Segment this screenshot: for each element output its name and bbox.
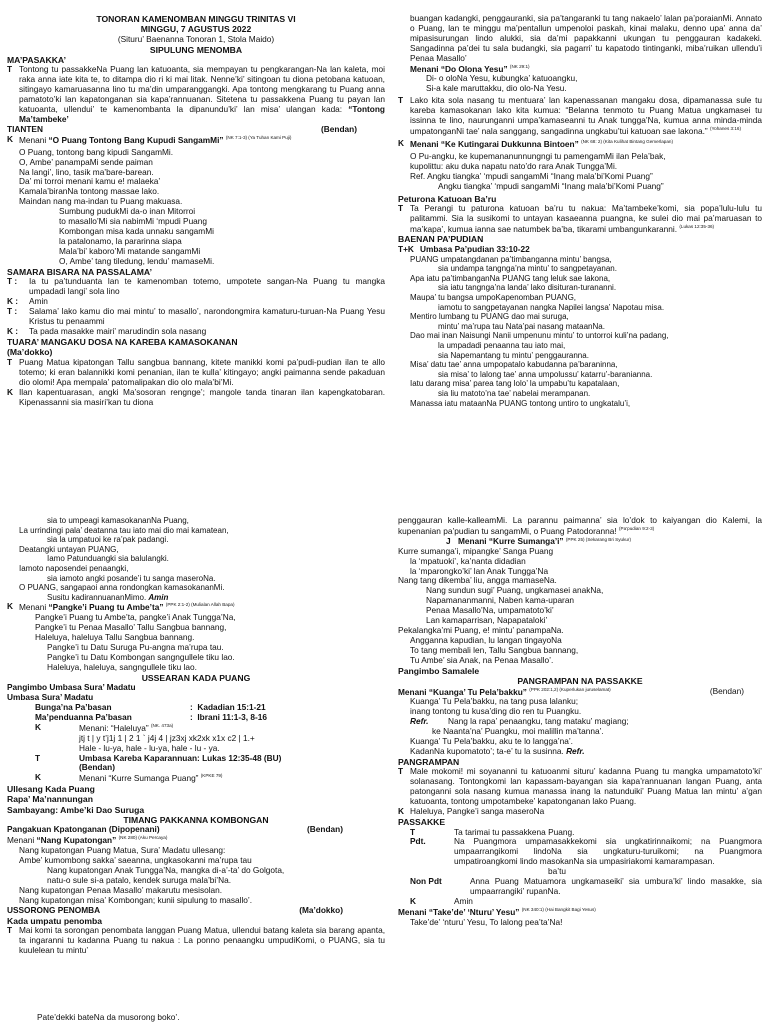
- ref-label: Refr.: [566, 746, 585, 757]
- verse-line: Pangke’i Puang tu Ambe’ta, pangke’i Anak Tungga’Na,: [35, 612, 236, 623]
- psalm-line: Dao mai inan Naisungi Nanii umpenunu mintu’ to untorroi kuli’na padang,: [410, 331, 669, 341]
- verse-line: O, Ambe’ panampaMi sende paiman: [19, 156, 153, 167]
- nonpdt-label: Non Pdt: [410, 876, 442, 887]
- bendan-label: (Bendan): [79, 762, 115, 773]
- pangakuan-label: Pangakuan Kpatonganan (Dipopenani): [7, 824, 160, 835]
- verse-line: la ‘mparongko’ki’ lan Anak Tungga’Na: [410, 565, 549, 576]
- song-verse-4: [7, 613, 385, 673]
- verse-line: Kuanga’ Tu Pela’bakku, na tang pusa lalanku;: [410, 696, 579, 707]
- samara-text: Ia tu pa’tunduanta lan te kamenomban totemo, umpotete sangan-Na Puang tu mangka umpadadi langi’ sola lino: [29, 276, 385, 297]
- psalm-line: sia iatu tangnga’na landa’ lako disituran-turananni.: [438, 283, 617, 293]
- psalm-line: Maupa’ tu bangsa umpoKapenomban PUANG,: [410, 293, 577, 303]
- psalm-line: sia to umpeagi kamasokananNa Puang,: [47, 516, 189, 525]
- verse-line: kupolittu: aku duka napatu nato’do rara Anak Tungga’Mi.: [410, 160, 618, 171]
- passakke-label: PASSAKKE: [398, 817, 446, 828]
- verse-line: Da’ mi torroi menani kamu e! malaeka’: [19, 176, 161, 187]
- offering-continuation: [398, 516, 762, 537]
- haleluya-lyric: Hale - lu-ya, hale - lu-ya, hale - lu - ya.: [79, 742, 220, 753]
- psalm-line: sia iamoto angki posande’i tu sanga maseroNa.: [47, 573, 216, 583]
- doc-title: TONORAN KAMENOMBAN MINGGU TRINITAS VI: [96, 14, 296, 24]
- madokko-label: (Ma’dokko): [7, 347, 53, 358]
- umbasa-heading: [398, 245, 762, 255]
- section-tuara: TUARA’ MANGAKU DOSA NA KAREBA KAMASOKANAN: [7, 337, 238, 348]
- psalm-line: Deatangki untayan PUANG,: [19, 544, 119, 554]
- song-title-2: “Do Olona Yesu”: [440, 63, 508, 74]
- haleluya-notation: jtj t | y t’j1j 1 | 2 1 ` j4j 4 | jz3xj xk2xk x1x c2 | 1.+: [79, 732, 255, 743]
- verse-line: Pangke’i tu Datu Kombongan sangngullele tiku lao.: [47, 651, 235, 662]
- k-label: K: [35, 772, 41, 783]
- section-peturona: Peturona Katuoan Ba’ru: [398, 193, 497, 204]
- verse-line: Haleluya, haleluya, sangngullele tiku lao.: [47, 661, 197, 672]
- verse-line: To tang membali len, Tallu Sangbua bannang,: [410, 645, 579, 656]
- menani-label: Menani: [410, 63, 439, 74]
- psalm-line: mintu’ ma’rupa tau Nata’pai nasang mataanNa.: [438, 321, 605, 331]
- j-label: J: [446, 535, 451, 546]
- samara-amin: Amin: [29, 296, 48, 307]
- verse-line: Lan kamaparrisan, Napapataloki’: [426, 615, 548, 626]
- verse-line: Haleluya, haleluya Tallu Sangbua bannang.: [35, 631, 195, 642]
- psalm-line: PUANG umpatangdanan pa’timbanganna mintu’ bangsa,: [410, 254, 612, 264]
- verse-line: Pangke’i tu Datu Suruga Pu-angna ma’rupa tau.: [47, 641, 224, 652]
- menani-label: Menani: [19, 134, 47, 145]
- benediction-text: Anna Puang Matuamora ungkamaseiki’ sia umbura’ki’ lindo masakke, sia umpaarrangiki’ rupanNa.: [470, 876, 762, 897]
- song-title-8: Menani “Kuanga’ Tu Pela’bakku”: [398, 686, 527, 697]
- verse-line: Kombongan misa kada unnaku sangamMi: [59, 226, 214, 237]
- menani-label: Menani: [7, 835, 35, 846]
- verse-line: Mala’bi’ kaboro’Mi matande sangamMi: [59, 246, 201, 257]
- verse-line: Nang la rapa’ penaangku, tang mataku’ magiang;: [448, 716, 629, 727]
- verse-line: Maindan nang ma-indan tu Puang makuasa.: [19, 196, 183, 207]
- usso-row: [7, 906, 385, 916]
- t-label: T: [7, 925, 13, 936]
- sambayang-label: Sambayang: Ambe’ki Dao Suruga: [7, 804, 145, 815]
- song-title-1: “O Puang Tontong Bang Kupudi SangamMi”: [48, 134, 224, 145]
- gospel-reading: Umbasa Kareba Kaparannuan: Lukas 12:35-48 (BU): [79, 752, 282, 763]
- song-ref-8: (PPK 202:1,2) (Kuperlukan juruselamat): [529, 686, 611, 692]
- psalm-line: Susitu kadirannuananMimo.: [47, 592, 147, 602]
- verse-line: Di- o oloNa Yesu, kubungka’ katuoangku,: [426, 73, 578, 84]
- kareba-text: Lako kita sola nasang tu mentuara’ lan kapenassanan mangaku dosa, dipamanassa sule tu kareba kamasokanan lako kita kumua: “Belanna tenmoto tu Puang Matua ungkamasei tu issinna te lino, naurunganni umpa’kamaseanni tu Anak tungga’Na, kumua anna minda-minda umpatonganNi tae’ nala sanggang, sangadinna ungkabu’tui katuoan sae lakona.”: [410, 95, 762, 137]
- section-samara: SAMARA BISARA NA PASSALAMA’: [7, 267, 152, 278]
- k-label: K: [35, 721, 41, 732]
- psalm-line: sia liu matoto’na tae’ nabelai merampanan.: [438, 389, 591, 399]
- kareba-t: T Lako kita sola nasang tu mentuara’ lan kapenassanan mangaku dosa, dipamanassa sule tu kareba kamasokanan lako kita kumua: “Belanna tenmoto tu Puang Matua ungkamasei tu issinna te lino, naurunganni umpa’kamaseanni tu Anak tungga’Na, kumua anna minda-minda umpatonganNi tae’ nala sanggang, sangadinna ungkabu’tui katuoan sae lakona.” $^{(Yohanes 3:16)}$: [398, 95, 762, 137]
- verse-line: O Pu-angku, ke kupemananunnungngi tu pamengamMi ilan Pela’bak,: [410, 150, 666, 161]
- offering-ref: (Pa’pudian 9:2-3): [618, 525, 655, 531]
- pangakuan-row: [7, 825, 385, 835]
- samalele-label: Pangimbo Samalele: [398, 666, 480, 677]
- pasakka-text: Tontong tu passakkeNa Puang lan katuoanta, sia mempayan tu pengkarangan-Na lan kaleta, moi raka anna iate kita te, to ditampa dio ri ki mai litak. Nenne’ki’ sitingoan tu diona petobana katuoan, sitingayo kamaruasanna lino tu ma’din umparanggangki. Apa tontong mengkarang tu Puang anna pamatoto’ki lan kapatonganan sia kapa’rannuanan. Sitetena tu passakkena Puang tu payan lan katuoanta, ullendui’ te kamenombanta la dipanundu’ki’ lan misa’ ulangan kada:: [19, 64, 385, 115]
- bendan-label: (Bendan): [709, 685, 744, 696]
- passakke-nonpdt: [398, 877, 762, 897]
- reading-1-label: Bunga’na Pa’basan: [35, 702, 112, 712]
- verse-line: Sumbung pudukMi da-o inan Mitorroi: [59, 206, 196, 217]
- menani-label: Menani: [410, 138, 439, 149]
- psalm-title: Umbasa Pa’pudian 33:10-22: [420, 243, 530, 254]
- verse-line: Nang kupatongan Penaa Masallo’ makarutu mesisolan.: [19, 884, 223, 895]
- passakke-k: [398, 897, 762, 907]
- section-ussearan: USSEARAN KADA PUANG: [141, 672, 251, 683]
- menani-label: Menani: [19, 602, 47, 613]
- amin-label: Amin: [148, 592, 169, 602]
- verse-line: la ‘mpatuoki’, ka’nanta didadian: [410, 555, 526, 566]
- blessing-t: [398, 767, 762, 807]
- peturona-ref: (Lukas 12:35-36): [679, 223, 715, 229]
- tuara-t: T Puang Matua kipatongan Tallu sangbua bannang, kitete manikki komi pa’pudi-pudian ilan te allo totemo; ki eran balannikki komi penanian, ilan te kulla’ kitingayo; angki paimanna sende pakaduan dio olomi! Apa mempala’ patomalipakan dio olo mala’bi’Mi.: [7, 356, 385, 387]
- verse-line: Na langi’, lino, tasik ma’bare-barean.: [19, 166, 154, 177]
- psalm-body: [398, 255, 762, 409]
- song-ref-1: (NK 7:1-3) (Ya Tuhan Kami Puji): [225, 134, 292, 140]
- song-ref-6: (NK 280) (Aku Percaya): [118, 835, 168, 841]
- response-text: Haleluya, Pangke’i sanga maseroNa: [410, 806, 545, 817]
- amin-label: Amin: [454, 896, 473, 907]
- ref-label: Refr.: [410, 716, 429, 727]
- verse-line: Napamananmanni, Naben kama-uparan: [426, 595, 575, 606]
- usso-label: USSORONG PENOMBA: [7, 904, 101, 915]
- psalm-line: La urrindingi pala’ deatanna tau iato mai dio mai kamatean,: [19, 525, 229, 535]
- haleluya-title: Menani: “Haleluya”: [79, 722, 149, 733]
- verse-line: Nang sundun sugi’ Puang, ungkamasei anakNa,: [426, 585, 604, 596]
- psalm-line: sia la umpatuoi ke ra’pak padangi.: [47, 535, 169, 545]
- verse-line: Kamala’biranNa tontong massae lako.: [19, 186, 160, 197]
- t-label: T: [398, 766, 404, 777]
- psalm-line: Misa’ datu tae’ anna umpopatalo kabudanna pa’baraninna,: [410, 360, 618, 370]
- reading-2-label: Ma’penduanna Pa’basan: [35, 711, 132, 722]
- song-title-4: “Pangke’i Puang tu Ambe’ta”: [48, 602, 164, 613]
- psalm-line: O PUANG, sangapaoi anna rondongkan kamasokananMi.: [19, 583, 225, 593]
- reading-2: Ma’penduanna Pa’basan : Ibrani 11:1-3, 8-16: [35, 711, 268, 722]
- verse-line: Nang kupatongan Anak Tungga’Na, mangka di-a’-ta’ do Golgota,: [47, 864, 285, 875]
- t-label: T: [410, 826, 416, 837]
- haleluya-ref: (NK. 473a): [150, 722, 174, 728]
- ref-label: Ref.: [410, 170, 426, 181]
- column-bottom-left: [7, 516, 385, 1010]
- verse-line: Angku tiangka’ ‘mpudi sangamMi “Inang mala’bi’Komi Puang”: [438, 180, 664, 191]
- column-top-right: [398, 14, 762, 478]
- verse-line: natu-o sule si-a patalo, kendek suruga mala’bi’Na.: [47, 874, 232, 885]
- kurre-row: [7, 773, 385, 784]
- kada-label: Kada umpatu penomba: [7, 915, 103, 926]
- samara-text: Salama’ lako kamu dio mai mintu’ to masallo’, narondongmira kamaturu-turuan-Na Puang Yesu Kristus tu penaammi: [29, 306, 385, 327]
- peturona-text: Ta Perangi tu paturona katuoan ba’ru tu nakua: Ma’tambeke’komi, sia popa’lulu-lulu tu palitammi. Sia la susikomi to untayan kasaeanna puangna, ke sulei dio mai pa’maruasan to ma’kapa’, kumua ianna sae natumbek ba’ba, tikarami umbangunkaranni.: [410, 202, 762, 234]
- verse-line: O Puang, tontong bang kipudi SangamMi.: [19, 146, 174, 157]
- paragraph-pasakka: T Tontong tu passakkeNa Puang lan katuoanta, sia mempayan tu pengkarangan-Na lan kaleta, moi raka anna iate kita te, to ditampa dio ri ki mai litak. Nenne’ki’ sitingoan tu diona petobana katuoan, sitingayo kamaruasanna lino tu ma’din umparanggangki. Apa tontong mengkarang tu Puang anna pamatoto’ki lan kapatonganan sia kapa’rannuanan. Sitetena tu passakkena Puang tu payan lan katuoanta, ullendui’ te kamenombanta la dipanundu’ki’ lan misa’ ulangan kada: “Tontong Ma’tambeke’: [7, 64, 385, 124]
- psalm-line: Apa iatu pa’timbanganNa PUANG tang leluk sae lakona,: [410, 273, 611, 283]
- benediction-text: Na Puangmora umpamasakkekomi sia ungkatirinnaikomi; na Puangmora umpaarrangikomi lindoNa sia ungkaturu-turuikomi; na Puangmora umpatiroangkomi lindo masokanNa sia umpasiriakomi kamarampasan.: [454, 836, 762, 867]
- verse-line: Pangke’i tu Penaa Masallo’ Tallu Sangbua bannang,: [35, 622, 227, 633]
- psalm-line: Manassa iatu mataanNa PUANG tontong untiro to ungkatalu’i,: [410, 398, 631, 408]
- pasakka-bold: “Tontong Ma’tambeke’: [19, 104, 385, 124]
- verse-line: ke Naanta’na’ Puangku, moi malillin ma’tanna’.: [432, 726, 604, 737]
- k-label: K: [410, 896, 416, 907]
- madokko-label: (Ma’dokko): [299, 904, 343, 915]
- verse-line: la patalonamo, la pararinna siapa: [59, 236, 182, 247]
- column-top-left: [7, 14, 385, 478]
- tianten-label: TIANTEN: [7, 123, 43, 134]
- tuara-text: Puang Matua kipatongan Tallu sangbua bannang, kitete manikki komi pa’pudi-pudian ilan te allo totemo; ki eran balannikki komi penanian, ilan te kulla’ kitingayo; angki paimanna sende pakaduan dio olomi! Apa mempala’ patomalipakan dio olo mala’bi’Mi.: [19, 356, 385, 387]
- psalm-line: Iamo Patunduangki sia balulangki.: [47, 554, 169, 564]
- rapa-label: Rapa’ Ma’nannungan: [7, 794, 93, 805]
- section-sipulung: SIPULUNG MENOMBA: [149, 44, 243, 55]
- song-heading-3: K Menani “Ke Kutingarai Dukkunna Bintoen” $^{(NK 68: 2) (Kita Kulihat Bintang Gemerlapan)}$: [398, 137, 673, 149]
- psalm-line: la umpadadi penaanna tau iato mai,: [438, 341, 566, 351]
- reading-2-ref: Ibrani 11:1-3, 8-16: [197, 711, 268, 722]
- ullesang-label: Ullesang Kada Puang: [7, 784, 95, 795]
- samara-k1: K : Amin: [7, 297, 385, 307]
- samara-t1: T : Ia tu pa’tunduanta lan te kamenomban totemo, umpotete sangan-Na Puang tu mangka umpadadi langi’ sola lino: [7, 276, 385, 297]
- song-heading-1: K Menani “O Puang Tontong Bang Kupudi SangamMi” $^{(NK 7:1-3) (Ya Tuhan Kami Puji)}$: [7, 133, 292, 145]
- k-label: K: [398, 806, 404, 817]
- verse-line: to masallo’Mi sia nabimMi ‘mpudi Puang: [59, 216, 208, 227]
- kareba-ref: (Yohanes 3:16): [710, 126, 741, 132]
- batu-label: ba’tu: [548, 866, 566, 877]
- verse-line: Pekalangka’mi Puang, e! mintu’ panampaNa.: [398, 625, 564, 636]
- psalm-line: Mentiro lumbang tu PUANG dao mai suruga,: [410, 312, 569, 322]
- song-ref-7: (PPK 25) (Sekarang Bri Syukur): [565, 536, 631, 542]
- verse-line: O, Ambe’ tang tiledung, lendu’ mamaseMi.: [59, 256, 215, 267]
- t-label: T: [35, 752, 41, 763]
- pangrampan-label: PANGRAMPAN: [398, 757, 460, 768]
- column-bottom-right: [398, 516, 762, 1010]
- psalm-line: Iatu darang misa’ parea tang lolo’ la umpabu’tu kapatalaan,: [410, 379, 620, 389]
- verse-line: Tu Ambe’ sia Anak, na Penaa Masallo’.: [410, 655, 554, 666]
- verse-line: KadanNa kupomatoto’; ta-e’ tu la susinna.: [410, 746, 564, 757]
- song-title-7: Menani “Kurre Sumanga’i”: [458, 535, 564, 546]
- verse-line: inang tontong tu kusa’ding dio ren tu Puangku.: [410, 706, 582, 717]
- psalm-line: sia Napemantang tu mintu’ penggauranna.: [438, 350, 589, 360]
- psalm-line: sia misa’ to lalong tae’ anna umpolussu’ katarru’-baranianna.: [438, 369, 653, 379]
- reading-1: Bunga’na Pa’basan : Kadadian 15:1-21: [35, 702, 266, 712]
- tuara-k: K Ilan kapentuarasan, angki Ma’sosoran rengnge’; mangole tanda tinaran ilan kapengkatobaran. Kipenassanni sia masiri’kan tu diona: [7, 386, 385, 407]
- song-title-3: “Ke Kutingarai Dukkunna Bintoen”: [440, 138, 579, 149]
- psalm-continuation: [7, 516, 385, 602]
- verse-line: Ambe’ kumombong sakka’ saeanna, ungkasokanni ma’rupa tau: [19, 855, 252, 866]
- peturona-t: T Ta Perangi tu paturona katuoan ba’ru tu nakua: Ma’tambeke’komi, sia popa’lulu-lulu tu palitammi. Sia la susikomi to untayan kasaeanna puangna, ke sulei dio mai pa’maruasan to ma’kapa’, kumua ianna sae natumbek ba’ba, tikarami umbangunkaranni. $^{(Lukas 12:35-36)}$: [398, 202, 762, 234]
- blessing-k: [398, 807, 762, 817]
- verse-line: Penaa Masallo’Na, umpamatoto’ki’: [426, 605, 554, 616]
- song-verse-7: [398, 547, 762, 666]
- passakke-text: Ta tarimai tu passakkena Puang.: [454, 826, 575, 837]
- umbasa-label: Umbasa Sura’ Madatu: [7, 692, 94, 703]
- kareba-row: [7, 754, 385, 764]
- section-pangrampan: PANGRAMPAN NA PASSAKKE: [517, 676, 643, 687]
- sending-text: Male mokomi! mi soyananni tu katuoanmi situru’ kadanna Puang tu mangka umpamatoto’ki’ solanasang. Tontongkomi lan kapassam-bayangan sia kapa’rannuanan langan Puang, anta patonganni sola nasang kumua manassa inang la natunduiki’ Puang Matua lan mintu’ a’gan katuoanta, tontong umpotambeke’ kapatonganan lako Puang.: [410, 766, 762, 807]
- tuara-text: Ilan kapentuarasan, angki Ma’sosoran rengnge’; mangole tanda tinaran ilan kapengkatobaran. Kipenassanni sia masiri’kan tu diona: [19, 386, 385, 407]
- bendan-label: (Bendan): [321, 123, 357, 134]
- tk-label: T+K: [398, 243, 414, 254]
- song-ref-2: (NK 29:1): [509, 63, 530, 69]
- samara-k2: K : Ta pada masakke mairi’ marudindin sola nasang: [7, 327, 385, 337]
- song-ref-3: (NK 68: 2) (Kita Kulihat Bintang Gemerlapan): [581, 138, 673, 144]
- section-baenan: BAENAN PA’PUDIAN: [398, 234, 484, 245]
- offering-t: [7, 926, 385, 956]
- passakke-pdt: [398, 837, 762, 867]
- song-title-9: Menani “Take’de’ ‘Nturu’ Yesu”: [398, 906, 520, 917]
- samara-t2: T : Salama’ lako kamu dio mai mintu’ to masallo’, narondongmira kamaturu-turuan-Na Puang Yesu Kristus tu penaammi: [7, 306, 385, 327]
- samara-text: Ta pada masakke mairi’ marudindin sola nasang: [29, 326, 207, 337]
- doc-subtitle: (Situru’ Baenanna Tonoran 1, Stola Maido): [117, 33, 275, 44]
- pangimbo-label: Pangimbo Umbasa Sura’ Madatu: [7, 682, 136, 693]
- section-timang: TIMANG PAKKANNA KOMBONGAN: [123, 815, 269, 826]
- reading-1-ref: Kadadian 15:1-21: [197, 702, 266, 712]
- song-title-5: Menani “Kurre Sumanga Puang”: [79, 773, 199, 784]
- verse-line: Nang tang dikemba’ liu, angga mamaseNa.: [398, 575, 557, 586]
- confession-continuation: buangan kadangki, penggauranki, sia pa’tangaranki tu tang nakaelo’ lalan pa’poraianMi. Annato o Puang, lan te minggu ma’pentallun umpenoloi paskah, kinai malaku, denno upa’ anna da’ mipasisurungan lindo alukki, sia da’mi papakkanni ukungan tu penggauran kadakeki. Sangadinna pa’dei tu sala budangki, sia pagarri’ tu kapatodo tintinganki, miba’ruikan ullendu’i Penaa Masallo’: [410, 14, 762, 63]
- song-verse-1: [7, 148, 385, 267]
- verse-line: Nang kupatongan Puang Matua, Sura’ Madatu ullesang:: [19, 845, 226, 856]
- section-pasakka: MA’PASAKKA’: [7, 54, 67, 65]
- psalm-line: Iamoto naposendei penaangki,: [19, 563, 129, 573]
- creed-verse: [7, 846, 385, 906]
- verse-line: Nang kupatongan misa’ Kombongan; kunii sipulung to masallo’.: [19, 894, 253, 905]
- verse-line: Angganna kapudian, lu langan tingayoNa: [410, 635, 562, 646]
- tianten-row: [7, 125, 385, 135]
- song-ref-4: (PPK 2:1-2) (Mulialan Allah Bapa): [165, 602, 235, 608]
- footer-line: Pate’dekki bateNa da musorong boko’.: [37, 1012, 180, 1022]
- song-title-6: “Nang Kupatongan”: [36, 835, 117, 846]
- verse-line: Kurre sumanga’i, mipangke’ Sanga Puang: [398, 545, 554, 556]
- psalm-line: iamotu to sangpetayanan nangka Napilei langsa’ Napotau misa.: [438, 302, 665, 312]
- verse-line: Take’de’ ‘nturu’ Yesu, To lalong pea’ta’Na!: [410, 916, 563, 927]
- verse-line: Si-a kale maruttakku, dio olo-Na Yesu.: [426, 83, 567, 94]
- offering-text: Mai komi ta sorongan penombata langgan Puang Matua, ullendui batang kaleta sia barang apanta, ta ingaranni tu kadanna Puang tu nakua : La ponno penaangku umpudiKomi, o PUANG, sia tu kuulelean tu mintu’: [19, 925, 385, 955]
- offering-text: penggauran kalle-kalleamMi. La parannu paimanna’ sia lo’dok to kaiyangan dio Kalemi, la kupenanian pa’pudian tu sangamMi, o Puang Patodoranna!: [398, 516, 762, 536]
- k-label: K: [7, 601, 13, 612]
- pdt-label: Pdt.: [410, 836, 426, 847]
- verse-line: Angku tiangka’ ‘mpudi sangamMi “Inang mala’bi’Komi Puang”: [427, 170, 653, 181]
- bendan-label: (Bendan): [307, 824, 343, 835]
- song-ref-5: (KPKE 79): [200, 773, 223, 779]
- song-ref-9: (NK 340:1) (Hai Bangkit Bagi Yesus): [521, 907, 596, 913]
- psalm-line: sia undampa tangnga’na mintu’ to sangpetayanan.: [438, 264, 617, 274]
- verse-line: Kuanga’ Tu Pela’bakku, aku te lo langga’na’.: [410, 736, 573, 747]
- doc-date: MINGGU, 7 AGUSTUS 2022: [140, 24, 252, 35]
